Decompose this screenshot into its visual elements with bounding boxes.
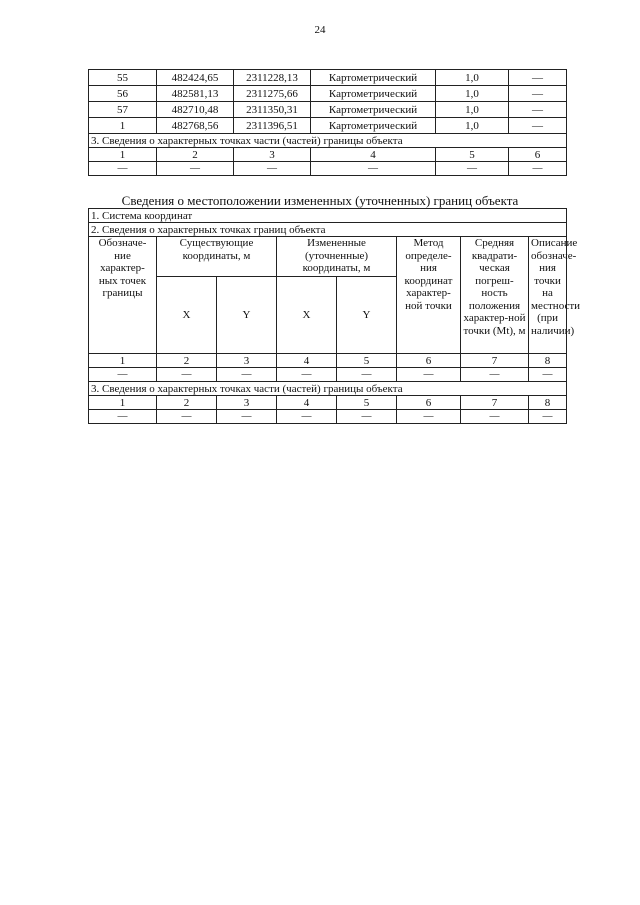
column-number-row — [89, 148, 567, 162]
y-coord-cell: 2311275,66 — [234, 86, 311, 102]
col-number: 4 — [311, 148, 436, 162]
header-method: Метод определе-ния координат характер-ной точки — [397, 237, 461, 354]
description-cell: — — [509, 118, 567, 134]
y-coord-cell: 2311350,31 — [234, 102, 311, 118]
points-title-row — [89, 223, 567, 237]
col-number: 7 — [461, 396, 529, 410]
point-id-cell: 55 — [89, 70, 157, 86]
table-row — [89, 102, 567, 118]
page-number: 24 — [314, 24, 326, 36]
section-heading-row — [89, 134, 567, 148]
header-accuracy: Средняя квадрати-ческая погреш-ность положения характер-ной точки (Mt), м — [461, 237, 529, 354]
col-number: 2 — [157, 354, 217, 368]
col-number: 6 — [397, 396, 461, 410]
column-number-row — [89, 396, 567, 410]
header-existing-coords: Существующие координаты, м — [157, 237, 277, 277]
dash-cell: — — [529, 410, 567, 424]
x-coord-cell: 482581,13 — [157, 86, 234, 102]
col-number: 3 — [217, 354, 277, 368]
dash-cell: — — [337, 410, 397, 424]
col-number: 3 — [234, 148, 311, 162]
method-cell: Картометрический — [311, 102, 436, 118]
col-number: 5 — [337, 354, 397, 368]
col-number: 5 — [337, 396, 397, 410]
col-number: 7 — [461, 354, 529, 368]
table-row — [89, 70, 567, 86]
dash-cell: — — [529, 368, 567, 382]
empty-row — [89, 162, 567, 176]
section-title: Сведения о местоположении измененных (уточненных) границ объекта — [121, 193, 519, 208]
accuracy-cell: 1,0 — [436, 118, 509, 134]
col-number: 1 — [89, 354, 157, 368]
header-y-existing: Y — [217, 277, 277, 354]
points-title: 2. Сведения о характерных точках границ объекта — [89, 223, 567, 237]
point-id-cell: 56 — [89, 86, 157, 102]
dash-cell: — — [157, 368, 217, 382]
dash-cell: — — [436, 162, 509, 176]
point-id-cell: 57 — [89, 102, 157, 118]
coord-system-title: 1. Система координат — [89, 209, 567, 223]
description-cell: — — [509, 86, 567, 102]
col-number: 6 — [509, 148, 567, 162]
dash-cell: — — [461, 368, 529, 382]
section3-title: 3. Сведения о характерных точках части (частей) границы объекта — [89, 134, 567, 148]
column-number-row — [89, 354, 567, 368]
point-id-cell: 1 — [89, 118, 157, 134]
dash-cell: — — [89, 410, 157, 424]
dash-cell: — — [89, 162, 157, 176]
dash-cell: — — [397, 368, 461, 382]
dash-cell: — — [461, 410, 529, 424]
accuracy-cell: 1,0 — [436, 102, 509, 118]
points-table-continued — [88, 69, 567, 176]
header-x-existing: X — [157, 277, 217, 354]
header-changed-coords: Измененные (уточненные) координаты, м — [277, 237, 397, 277]
dash-cell: — — [89, 368, 157, 382]
dash-cell: — — [397, 410, 461, 424]
header-y-changed: Y — [337, 277, 397, 354]
col-number: 4 — [277, 354, 337, 368]
parts-title-row — [89, 382, 567, 396]
dash-cell: — — [234, 162, 311, 176]
accuracy-cell: 1,0 — [436, 86, 509, 102]
header-x-changed: X — [277, 277, 337, 354]
dash-cell: — — [157, 410, 217, 424]
description-cell: — — [509, 70, 567, 86]
dash-cell: — — [337, 368, 397, 382]
dash-cell: — — [277, 368, 337, 382]
method-cell: Картометрический — [311, 70, 436, 86]
header-row — [89, 237, 567, 277]
empty-row — [89, 368, 567, 382]
header-description: Описание обозначе-ния точки на местности (при наличии) — [529, 237, 567, 354]
x-coord-cell: 482768,56 — [157, 118, 234, 134]
col-number: 4 — [277, 396, 337, 410]
parts-title: 3. Сведения о характерных точках части (частей) границы объекта — [89, 382, 567, 396]
x-coord-cell: 482424,65 — [157, 70, 234, 86]
col-number: 6 — [397, 354, 461, 368]
col-number: 1 — [89, 396, 157, 410]
table-row — [89, 118, 567, 134]
header-designation: Обозначе-ние характер-ных точек границы — [89, 237, 157, 354]
y-coord-cell: 2311228,13 — [234, 70, 311, 86]
dash-cell: — — [509, 162, 567, 176]
coord-system-row — [89, 209, 567, 223]
col-number: 8 — [529, 354, 567, 368]
dash-cell: — — [311, 162, 436, 176]
dash-cell: — — [217, 368, 277, 382]
changed-boundaries-table — [88, 208, 581, 424]
method-cell: Картометрический — [311, 86, 436, 102]
col-number: 1 — [89, 148, 157, 162]
col-number: 2 — [157, 396, 217, 410]
description-cell: — — [509, 102, 567, 118]
dash-cell: — — [217, 410, 277, 424]
col-number: 3 — [217, 396, 277, 410]
dash-cell: — — [157, 162, 234, 176]
x-coord-cell: 482710,48 — [157, 102, 234, 118]
empty-row — [89, 410, 567, 424]
col-number: 8 — [529, 396, 567, 410]
y-coord-cell: 2311396,51 — [234, 118, 311, 134]
col-number: 5 — [436, 148, 509, 162]
col-number: 2 — [157, 148, 234, 162]
table-row — [89, 86, 567, 102]
accuracy-cell: 1,0 — [436, 70, 509, 86]
method-cell: Картометрический — [311, 118, 436, 134]
dash-cell: — — [277, 410, 337, 424]
